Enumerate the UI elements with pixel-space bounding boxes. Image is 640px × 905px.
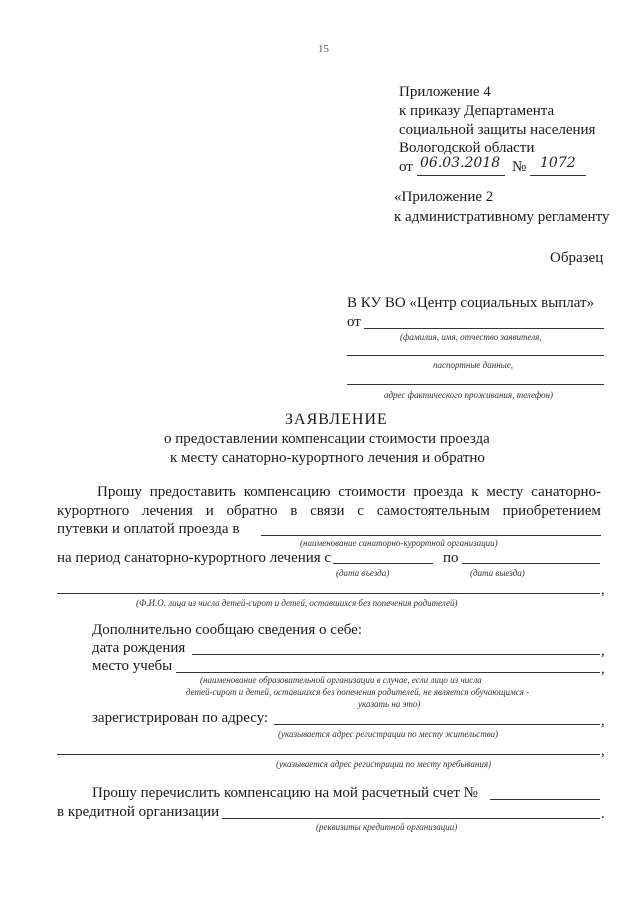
transfer-label: Прошу перечислить компенсацию на мой расчетный счет № xyxy=(92,785,478,801)
credit-org-label: в кредитной организации xyxy=(57,804,220,820)
sample-label: Образец xyxy=(550,250,604,266)
credit-org-period: . xyxy=(601,806,605,822)
paragraph-word: самостоятельным xyxy=(376,503,490,519)
paragraph1-line1 xyxy=(97,484,601,501)
number-value: 1072 xyxy=(540,155,576,171)
period-label: на период санаторно-курортного лечения с xyxy=(57,550,332,566)
paragraph-word: лечения xyxy=(142,503,193,519)
paragraph-word: санаторно- xyxy=(531,484,601,500)
study-place-label: место учебы xyxy=(92,658,173,674)
date-prefix: от xyxy=(399,159,413,175)
date-value: 06.03.2018 xyxy=(420,155,501,171)
paragraph-word: с xyxy=(357,503,364,519)
number-underline xyxy=(530,175,586,176)
paragraph-word: проезда xyxy=(413,484,464,500)
appendix-line-3: социальной защиты населения xyxy=(399,122,596,138)
passport-field[interactable] xyxy=(347,355,604,356)
caption-registration-1: (указывается адрес регистрации по месту жительства) xyxy=(278,729,499,739)
paragraph-word: Прошу xyxy=(97,484,142,500)
document-title: ЗАЯВЛЕНИЕ xyxy=(285,411,388,428)
caption-study-1: (наименование образовательной организации в случае, если лицо из числа xyxy=(200,675,482,685)
caption-study-2: детей-сирот и детей, оставшихся без попечения родителей, не является обучающимся - xyxy=(186,687,530,697)
orphan-fio-comma: , xyxy=(601,582,605,598)
birth-date-comma: , xyxy=(601,643,605,659)
appendix2-line-2: к административному регламенту xyxy=(394,209,610,225)
caption-fio: (фамилия, имя, отчество заявителя, xyxy=(400,332,542,342)
stay-registration-field[interactable] xyxy=(57,754,600,755)
caption-orphan: (Ф.И.О. лица из числа детей-сирот и детей, оставшихся без попечения родителей) xyxy=(136,598,458,608)
additional-info-label: Дополнительно сообщаю сведения о себе: xyxy=(92,622,362,638)
paragraph1-line2 xyxy=(57,503,601,520)
birth-date-field[interactable] xyxy=(192,654,600,655)
caption-passport: паспортные данные, xyxy=(433,360,514,370)
registered-label: зарегистрирован по адресу: xyxy=(92,710,269,726)
paragraph-word: предоставить xyxy=(149,484,236,500)
birth-date-label: дата рождения xyxy=(92,640,186,656)
credit-org-field[interactable] xyxy=(222,818,600,819)
address-field[interactable] xyxy=(347,384,604,385)
registration-field[interactable] xyxy=(274,724,600,725)
organization-field[interactable] xyxy=(261,535,601,536)
caption-study-3: указать на это) xyxy=(358,699,421,709)
paragraph-word: курортного xyxy=(57,503,130,519)
paragraph-word: к xyxy=(471,484,479,500)
period-to-label: по xyxy=(443,550,459,566)
date-out-field[interactable] xyxy=(462,563,600,564)
stay-registration-comma: , xyxy=(601,743,605,759)
caption-organization: (наименование санаторно-курортной организации) xyxy=(300,538,498,548)
appendix-line-2: к приказу Департамента xyxy=(399,103,555,119)
paragraph-word: связи xyxy=(310,503,345,519)
fio-field[interactable] xyxy=(364,328,604,329)
page-number: 15 xyxy=(318,43,329,55)
caption-date-out: (дата выезда) xyxy=(470,568,525,578)
paragraph-word: компенсацию xyxy=(243,484,331,500)
caption-bank: (реквизиты кредитной организации) xyxy=(316,822,458,832)
paragraph-word: месту xyxy=(486,484,524,500)
study-place-field[interactable] xyxy=(176,672,600,673)
addressee-to: В КУ ВО «Центр социальных выплат» xyxy=(347,295,595,311)
date-underline xyxy=(417,175,505,176)
appendix-line-1: Приложение 4 xyxy=(399,84,491,100)
addressee-from: от xyxy=(347,314,361,330)
document-subtitle-2: к месту санаторно-курортного лечения и обратно xyxy=(170,450,485,466)
study-place-comma: , xyxy=(601,661,605,677)
number-prefix: № xyxy=(512,159,527,175)
caption-registration-2: (указывается адрес регистрации по месту пребывания) xyxy=(276,759,492,769)
appendix-line-4: Вологодской области xyxy=(399,140,535,156)
paragraph-word: стоимости xyxy=(338,484,406,500)
registration-comma: , xyxy=(601,713,605,729)
account-number-field[interactable] xyxy=(490,799,600,800)
paragraph-word: обратно xyxy=(226,503,278,519)
date-in-field[interactable] xyxy=(333,563,433,564)
orphan-fio-field[interactable] xyxy=(57,593,600,594)
caption-address: адрес фактического проживания, телефон) xyxy=(384,390,554,400)
paragraph-word: в xyxy=(290,503,298,519)
appendix2-line-1: «Приложение 2 xyxy=(394,189,494,205)
document-subtitle-1: о предоставлении компенсации стоимости проезда xyxy=(164,431,490,447)
paragraph-word: и xyxy=(205,503,214,519)
paragraph-word: приобретением xyxy=(502,503,601,519)
paragraph1-line3: путевки и оплатой проезда в xyxy=(57,521,240,537)
caption-date-in: (дата въезда) xyxy=(336,568,390,578)
